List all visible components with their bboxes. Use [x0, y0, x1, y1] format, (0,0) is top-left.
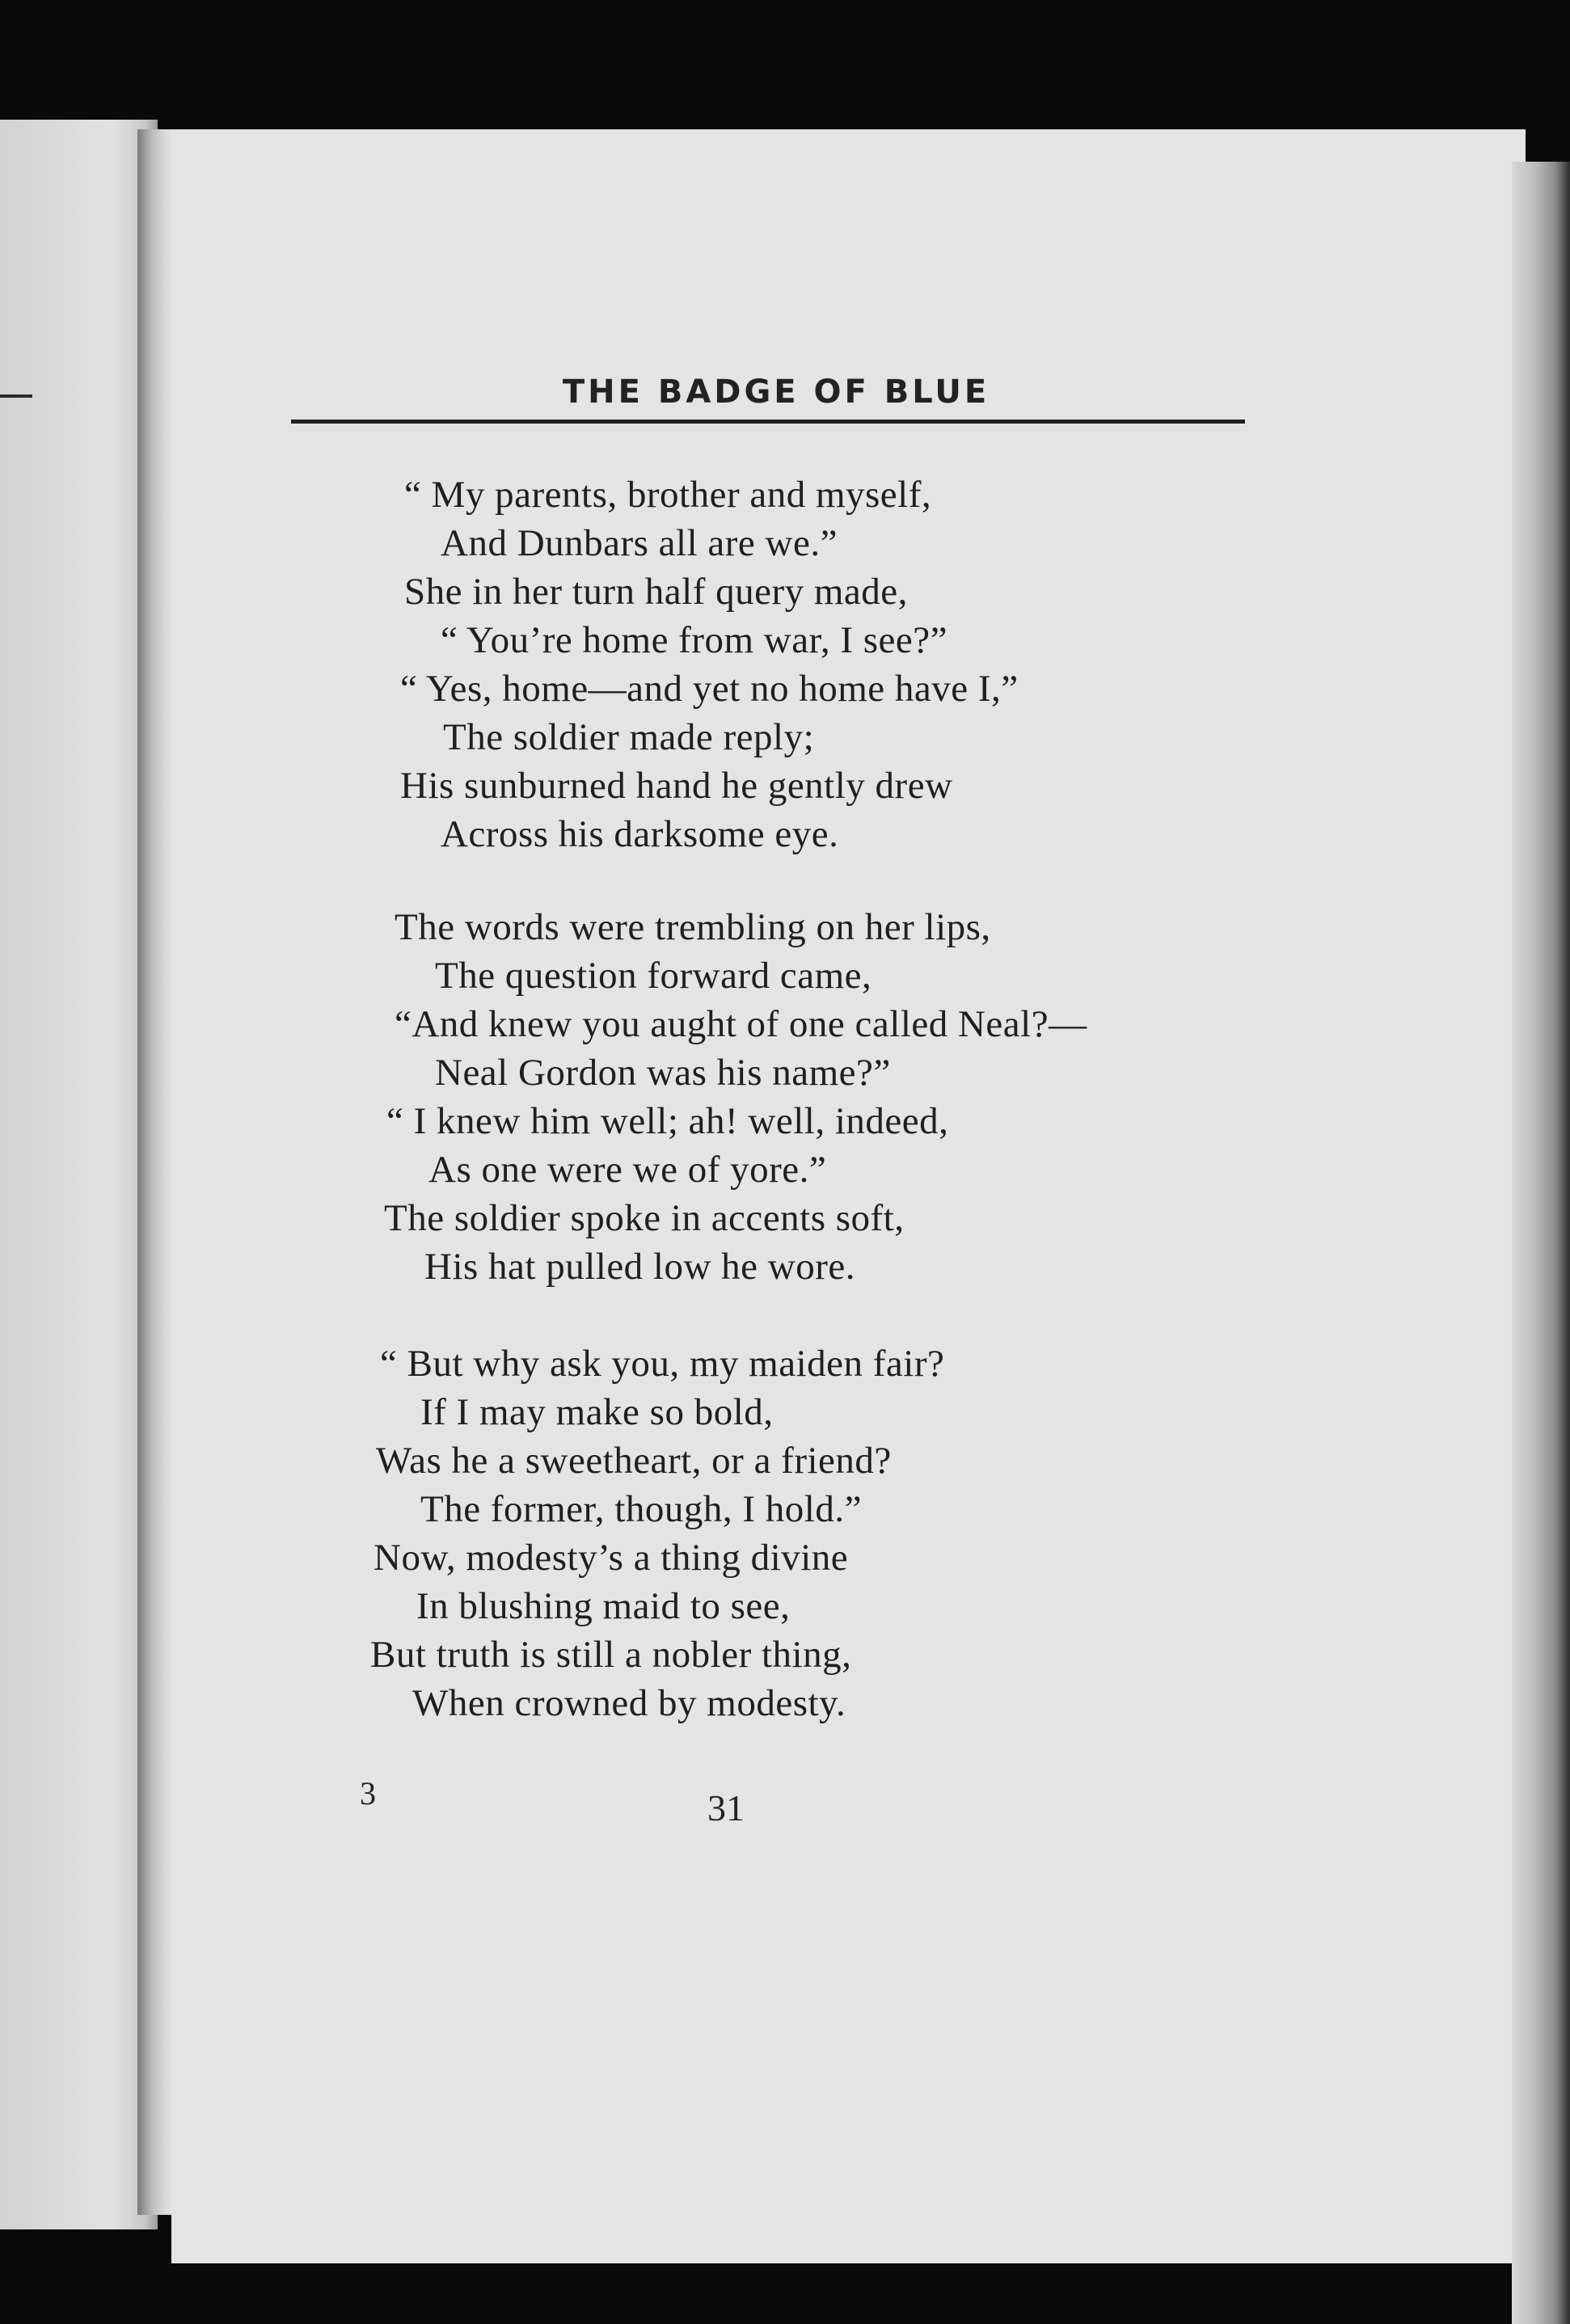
poem-line: The soldier made reply; [443, 716, 815, 758]
poem-line: Neal Gordon was his name?” [435, 1052, 891, 1094]
poem-line: “ You’re home from war, I see?” [441, 619, 948, 661]
poem-line: “ But why ask you, my maiden fair? [380, 1343, 945, 1385]
previous-page-edge [0, 120, 158, 2229]
signature-mark: 3 [360, 1775, 376, 1812]
poem-line: The soldier spoke in accents soft, [384, 1197, 905, 1239]
poem-line: But truth is still a nobler thing, [370, 1634, 852, 1676]
previous-page-rule [0, 394, 32, 398]
poem-line: The former, though, I hold.” [420, 1488, 862, 1530]
poem-line: She in her turn half query made, [404, 571, 908, 613]
poem-line: If I may make so bold, [420, 1391, 774, 1433]
poem-line: His sunburned hand he gently drew [400, 765, 953, 807]
poem-line: “And knew you aught of one called Neal?— [395, 1003, 1087, 1045]
running-head: THE BADGE OF BLUE [562, 373, 990, 411]
poem-line: “ My parents, brother and myself, [404, 474, 932, 516]
poem-line: His hat pulled low he wore. [424, 1246, 856, 1288]
poem-line: The words were trembling on her lips, [395, 906, 991, 948]
page-right-edge [1512, 162, 1570, 2324]
poem-line: Was he a sweetheart, or a friend? [376, 1440, 892, 1482]
poem-line: Now, modesty’s a thing divine [374, 1537, 849, 1579]
poem-line: In blushing maid to see, [416, 1585, 791, 1627]
poem-line: As one were we of yore.” [428, 1149, 827, 1191]
poem-line: And Dunbars all are we.” [441, 522, 838, 564]
poem-line: When crowned by modesty. [412, 1682, 846, 1724]
poem-line: Across his darksome eye. [441, 813, 839, 855]
header-rule [291, 420, 1245, 424]
poem-line: The question forward came, [435, 955, 872, 997]
poem-line: “ I knew him well; ah! well, indeed, [386, 1100, 949, 1142]
page-number: 31 [707, 1787, 745, 1828]
poem-line: “ Yes, home—and yet no home have I,” [400, 668, 1019, 710]
book-gutter [137, 129, 176, 2215]
